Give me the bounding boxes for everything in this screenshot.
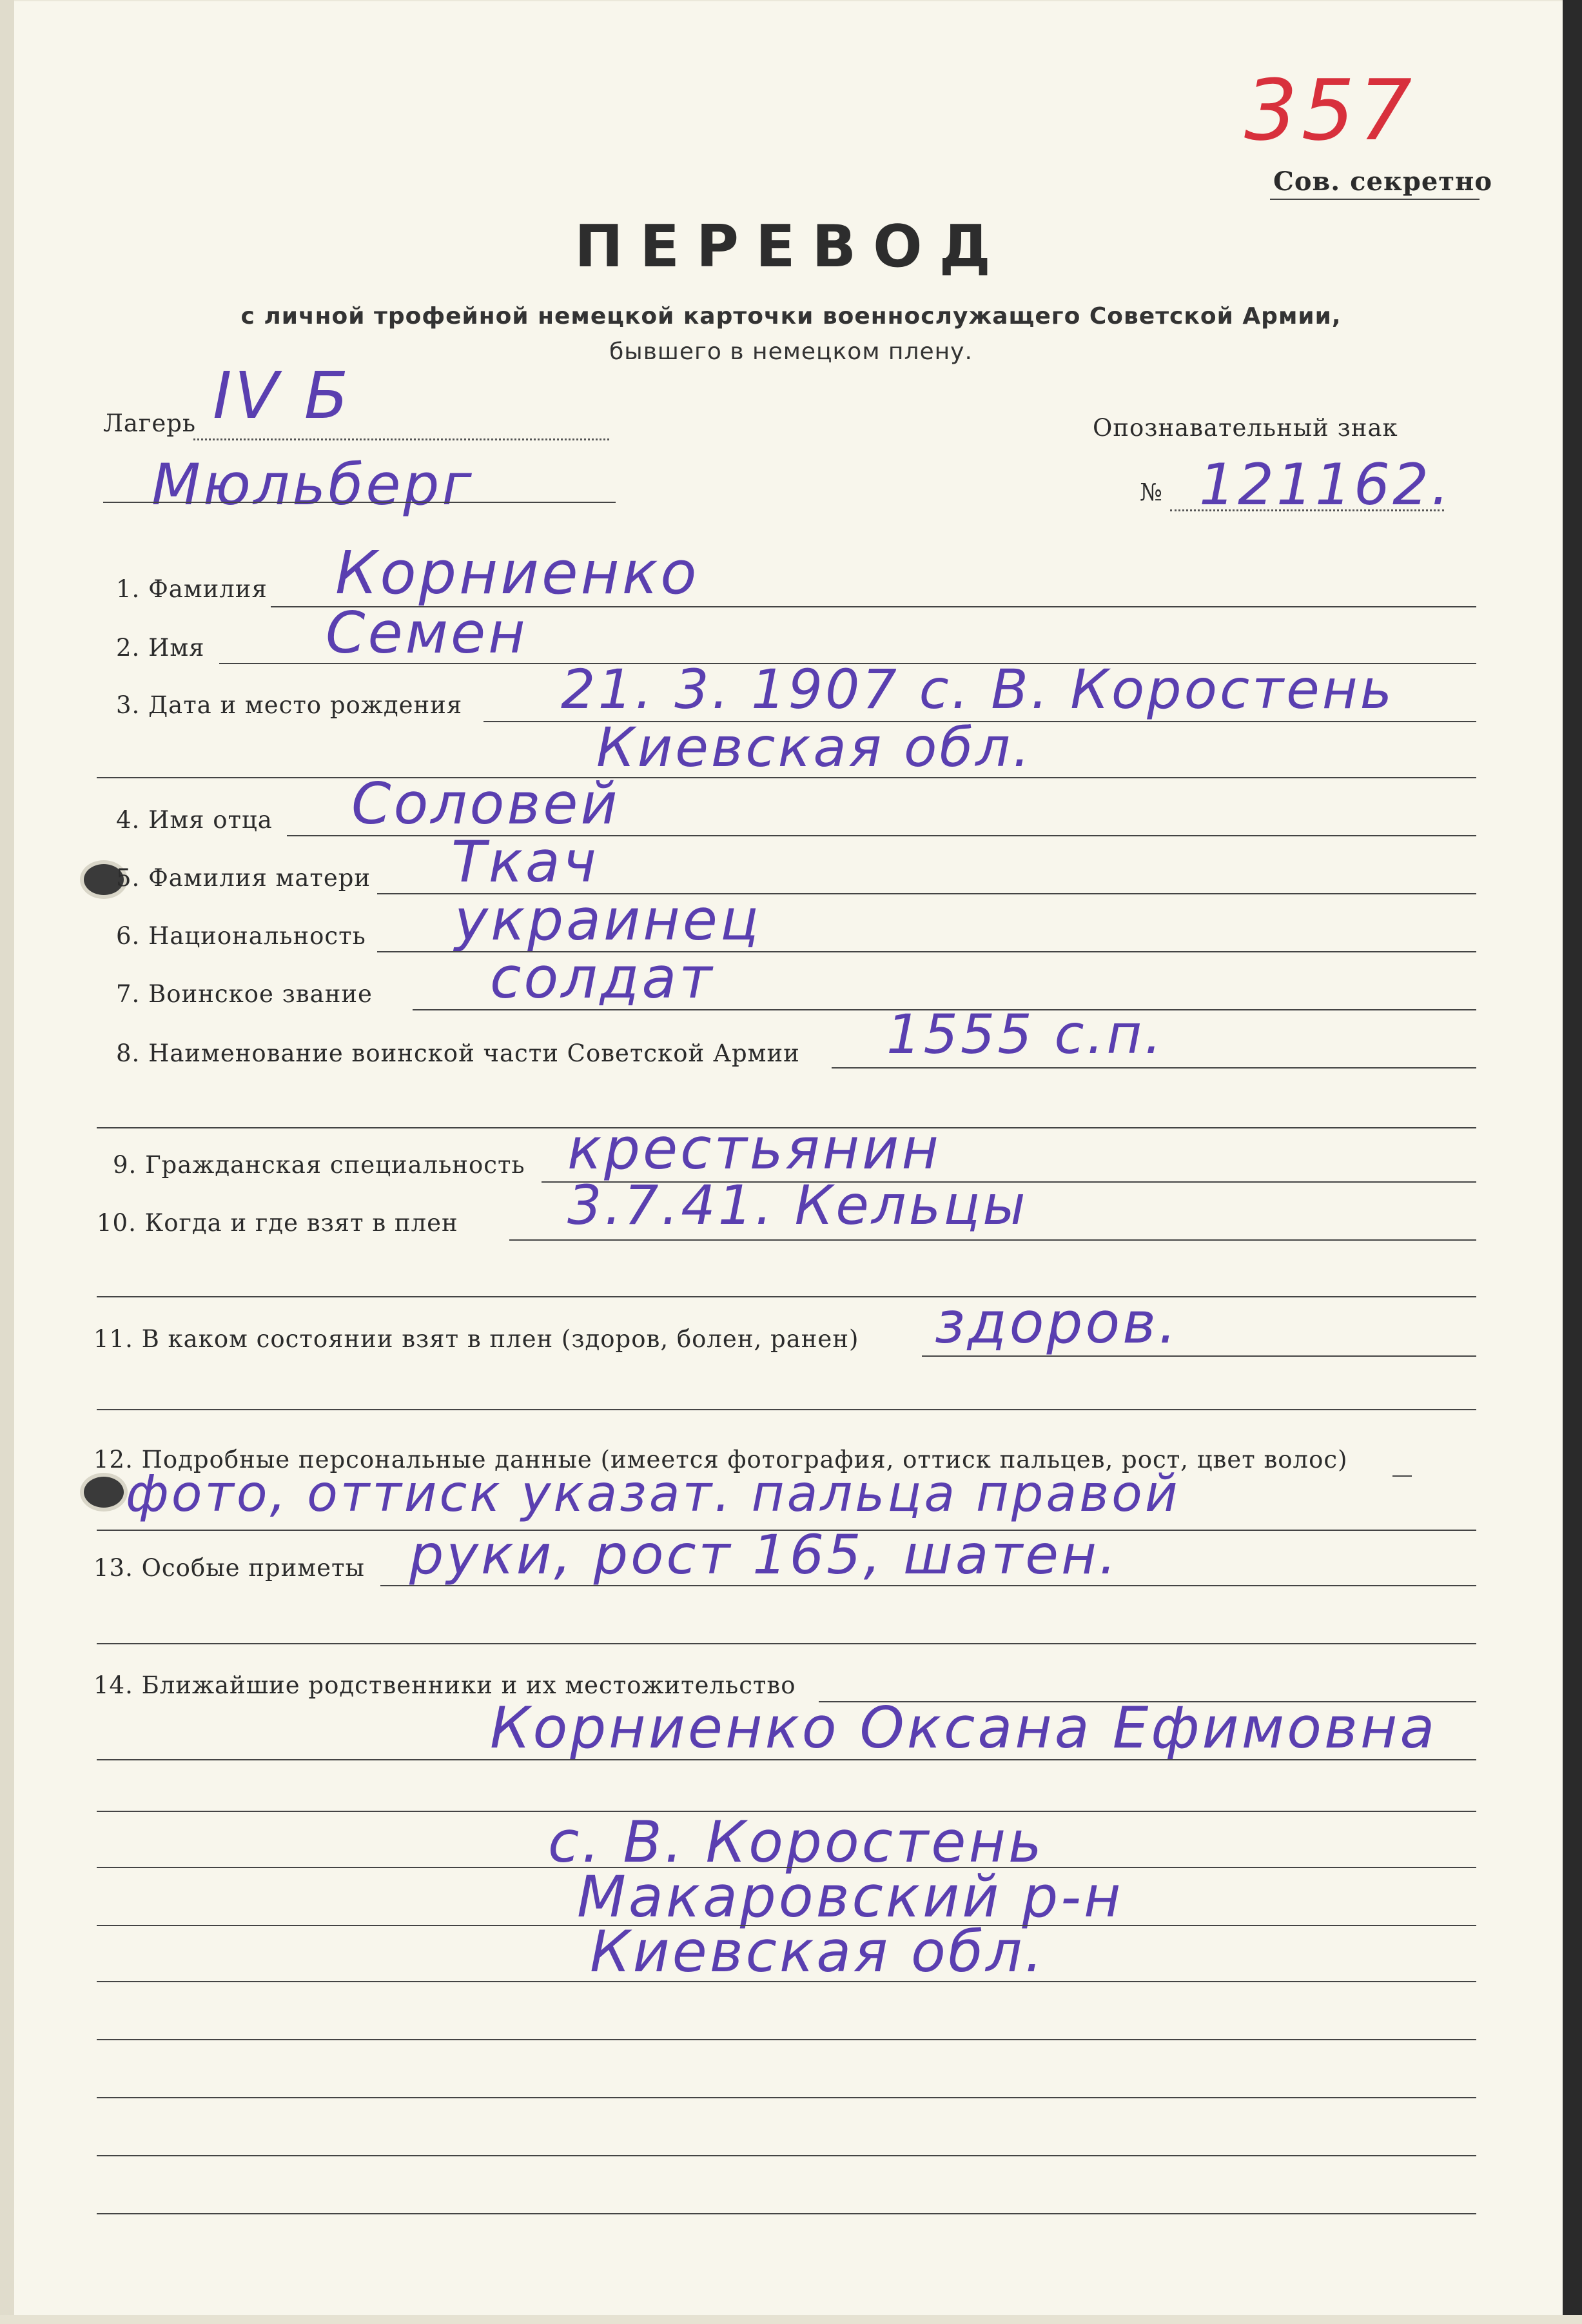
field-11-line-2 [97,1409,1476,1410]
field-14-value-3: Макаровский р-н [577,1864,1124,1930]
field-14-line-7 [97,2039,1476,2040]
field-3-line-2 [97,777,1476,778]
field-3-label: 3. Дата и место рождения [116,691,463,719]
field-10-line-2 [97,1296,1476,1297]
field-8-line [832,1067,1476,1068]
field-13-value: руки, рост 165, шатен. [409,1523,1119,1586]
archive-number: 357 [1244,61,1416,159]
secrecy-label: Сов. секретно [1273,166,1493,197]
field-14-label: 14. Ближайшие родственники и их местожительство [93,1671,796,1699]
field-10-label: 10. Когда и где взят в плен [97,1209,458,1237]
field-14-line-10 [97,2213,1476,2214]
field-4-label: 4. Имя отца [116,806,273,834]
id-mark-value: 121162. [1199,451,1452,518]
field-14-value: Корниенко Оксана Ефимовна [490,1695,1438,1761]
field-3-value-2: Киевская обл. [596,716,1033,779]
field-3-value: 21. 3. 1907 с. В. Коростень [561,658,1395,721]
field-13-line-2 [97,1643,1476,1644]
field-10-value: 3.7.41. Кельцы [567,1174,1028,1237]
id-mark-line [1170,509,1444,511]
field-12-label: 12. Подробные персональные данные (имеется фотография, оттиск пальцев, рост, цвет волос) [93,1446,1348,1473]
camp-place-line [103,502,616,503]
field-11-line [922,1355,1476,1357]
field-14-line-6 [97,1981,1476,1982]
camp-line [193,438,609,440]
field-7-value: солдат [490,945,715,1011]
field-11-label: 11. В каком состоянии взят в плен (здоров, болен, ранен) [93,1325,859,1353]
field-13-label: 13. Особые приметы [93,1554,365,1582]
field-1-label: 1. Фамилия [116,575,268,603]
field-4-value: Соловей [351,771,620,837]
camp-value: IV Б [213,358,351,433]
field-9-value: крестьянин [567,1116,941,1182]
punch-hole-bottom [84,1477,124,1508]
document-title: ПЕРЕВОД [574,213,1008,281]
field-5-value: Ткач [451,829,599,895]
field-2-label: 2. Имя [116,634,205,662]
field-8-value: 1555 с.п. [886,1003,1164,1066]
field-12-value: фото, оттиск указат. пальца правой [126,1465,1180,1523]
field-2-value: Семен [326,600,528,666]
field-14-line-2 [97,1759,1476,1760]
field-11-value: здоров. [935,1290,1180,1356]
field-13-line [380,1585,1476,1586]
field-10-line [509,1239,1476,1241]
field-9-label: 9. Гражданская специальность [113,1151,525,1179]
field-1-value: Корниенко [335,538,699,607]
subtitle-line-1: с личной трофейной немецкой карточки военнослужащего Советской Армии, [240,303,1342,330]
field-7-label: 7. Воинское звание [116,980,373,1008]
field-5-label: 5. Фамилия матери [116,864,371,892]
field-6-label: 6. Национальность [116,922,366,950]
field-14-line-8 [97,2097,1476,2098]
camp-place: Мюльберг [151,451,474,518]
paper-edge-bottom [0,2315,1582,2324]
secrecy-underline [1270,199,1479,200]
camp-label: Лагерь [103,409,197,437]
id-mark-label: Опознавательный знак [1093,414,1398,442]
subtitle-line-2: бывшего в немецком плену. [609,339,973,365]
field-14-value-4: Киевская обл. [590,1918,1046,1985]
field-12-line [1392,1475,1412,1477]
field-14-value-2: с. В. Коростень [548,1809,1044,1875]
field-6-value: украинец [454,887,761,953]
id-mark-no-label: № [1140,478,1164,506]
field-8-label: 8. Наименование воинской части Советской Армии [116,1039,800,1067]
field-14-line-9 [97,2155,1476,2156]
